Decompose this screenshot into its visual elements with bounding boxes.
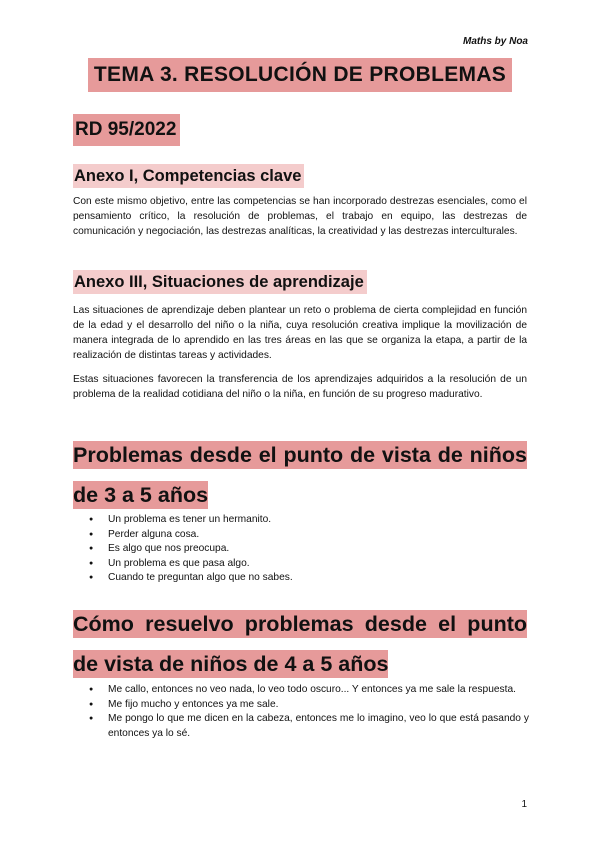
list-item: ● Cuando te preguntan algo que no sabes.	[89, 571, 529, 586]
anexo1-text: Con este mismo objetivo, entre las competencias se han incorporado destrezas esenciales, como el pensamiento crítico, la resolución de problemas, el trabajo en equipo, las destrezas de comunicación y negociación, las destrezas analíticas, la creatividad y las destrezas interculturales.	[73, 196, 527, 237]
anexo3-heading: Anexo III, Situaciones de aprendizaje	[73, 270, 367, 294]
list-item: ● Es algo que nos preocupa.	[89, 542, 529, 557]
section1-list	[89, 513, 529, 586]
rd-heading: RD 95/2022	[73, 114, 180, 146]
page-title-container	[0, 58, 600, 92]
list-item: ● Un problema es tener un hermanito.	[89, 513, 529, 528]
brand-label: Maths by Noa	[462, 36, 528, 47]
page-number: 1	[521, 799, 527, 810]
anexo3-text-2: Estas situaciones favorecen la transferencia de los aprendizajes adquiridos a la resolución de un problema de la realidad cotidiana del niño o la niña, en función de su progreso madurativo.	[73, 374, 527, 400]
list-item: ● Me pongo lo que me dicen en la cabeza, entonces me lo imagino, veo lo que está pasando y entonces ya lo sé.	[89, 712, 529, 741]
anexo3-text-1: Las situaciones de aprendizaje deben plantear un reto o problema de cierta complejidad en función de la edad y el desarrollo del niño o la niña, cuya resolución creativa implique la movilización de manera integrada de lo aprendido en las tres áreas en las que se organiza la etapa, a partir de la realización de distintas tareas y actividades.	[73, 305, 527, 361]
page-title: TEMA 3. RESOLUCIÓN DE PROBLEMAS	[88, 58, 512, 92]
section2-list	[89, 683, 529, 741]
list-item: ● Un problema es que pasa algo.	[89, 557, 529, 572]
section1-heading	[73, 435, 527, 515]
section2-heading	[73, 604, 527, 684]
list-item: ● Me fijo mucho y entonces ya me sale.	[89, 698, 529, 713]
section2-heading-text: Cómo resuelvo problemas desde el punto de vista de niños de 4 a 5 años	[73, 612, 527, 676]
anexo1-heading: Anexo I, Competencias clave	[73, 164, 304, 188]
list-item: ● Me callo, entonces no veo nada, lo veo todo oscuro... Y entonces ya me sale la respuesta.	[89, 683, 529, 698]
section1-heading-text: Problemas desde el punto de vista de niños de 3 a 5 años	[73, 443, 527, 507]
list-item: ● Perder alguna cosa.	[89, 528, 529, 543]
